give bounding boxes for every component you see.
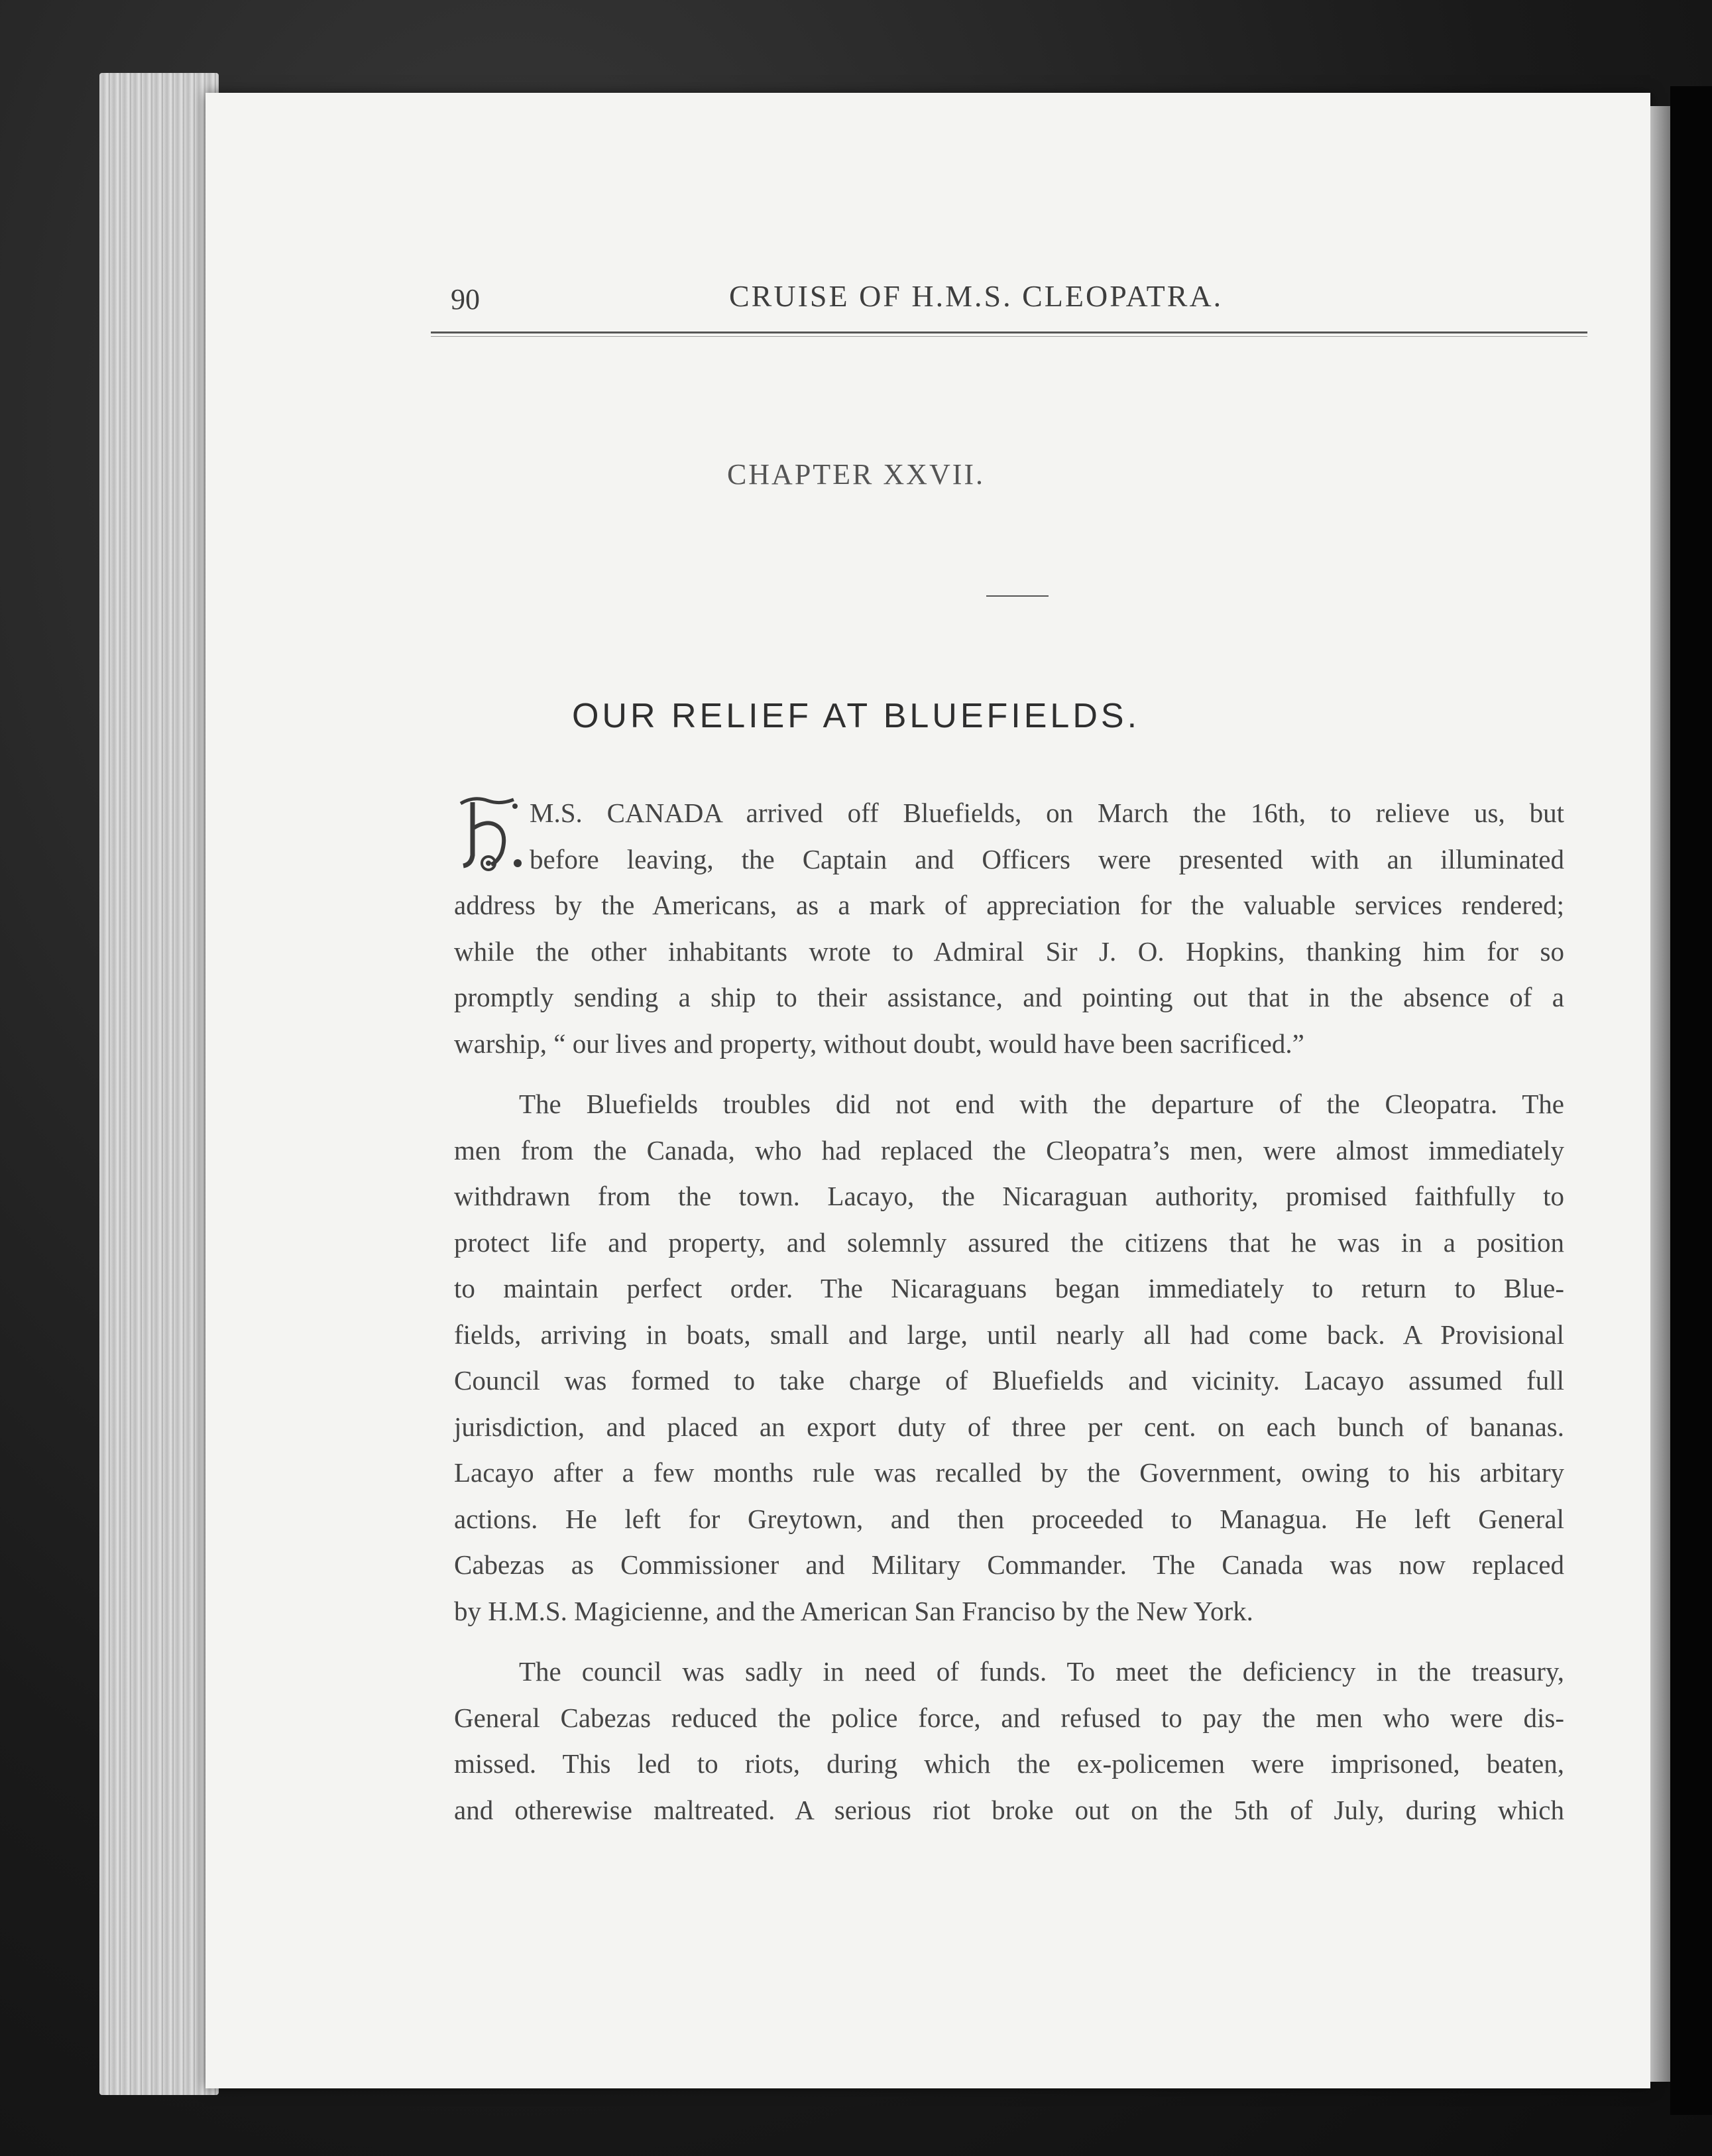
page-right-edge	[1650, 106, 1670, 2082]
text-line: Lacayo after a few months rule was recalled by the Government, owing to his arbitary	[454, 1457, 1564, 1488]
text-line: General Cabezas reduced the police force, and refused to pay the men who were dis-	[454, 1702, 1564, 1733]
section-title: OUR RELIEF AT BLUEFIELDS.	[571, 697, 1141, 735]
text-line: Council was formed to take charge of Bluefields and vicinity. Lacayo assumed full	[454, 1365, 1564, 1396]
text-line: Cabezas as Commissioner and Military Commander. The Canada was now replaced	[454, 1549, 1564, 1580]
text-line: protect life and property, and solemnly assured the citizens that he was in a position	[454, 1227, 1564, 1258]
book-binding	[1670, 86, 1712, 2115]
paragraph-3	[454, 1649, 1564, 1833]
paragraph-2	[454, 1081, 1564, 1634]
text-line: actions. He left for Greytown, and then proceeded to Managua. He left General	[454, 1503, 1564, 1534]
ornamental-initial-h-icon	[454, 790, 526, 876]
text-line: The Bluefields troubles did not end with the departure of the Cleopatra. The	[519, 1089, 1564, 1119]
text-line: promptly sending a ship to their assistance, and pointing out that in the absence of a	[454, 982, 1564, 1012]
text-line: while the other inhabitants wrote to Admiral Sir J. O. Hopkins, thanking him for so	[454, 935, 1564, 967]
running-title: CRUISE OF H.M.S. CLEOPATRA.	[729, 279, 1224, 313]
paragraph-1	[454, 790, 1564, 1067]
page-number: 90	[451, 283, 480, 316]
text-line: jurisdiction, and placed an export duty of three per cent. on each bunch of bananas.	[454, 1411, 1564, 1442]
page-edges	[99, 73, 219, 2095]
text-line: and otherewise maltreated. A serious riot broke out on the 5th of July, during which	[454, 1794, 1564, 1825]
text-line: warship, “ our lives and property, without doubt, would have been sacrificed.”	[454, 1028, 1304, 1059]
text-line: withdrawn from the town. Lacayo, the Nicaraguan authority, promised faithfully to	[454, 1181, 1564, 1211]
text-line: before leaving, the Captain and Officers were presented with an illuminated	[530, 843, 1564, 874]
text-line: by H.M.S. Magicienne, and the American San Franciso by the New York.	[454, 1595, 1253, 1626]
body-text	[454, 790, 1564, 1833]
text-line: to maintain perfect order. The Nicaraguans began immediately to return to Blue-	[454, 1273, 1564, 1303]
chapter-heading: CHAPTER XXVII.	[726, 458, 986, 491]
chapter-divider	[986, 595, 1049, 597]
text-line: men from the Canada, who had replaced the Cleopatra’s men, were almost immediately	[454, 1134, 1564, 1166]
text-line: M.S. CANADA arrived off Bluefields, on March the 16th, to relieve us, but	[530, 798, 1564, 828]
header-rule	[431, 331, 1587, 333]
text-line: address by the Americans, as a mark of appreciation for the valuable services rendered;	[454, 890, 1564, 920]
text-line: The council was sadly in need of funds. To meet the deficiency in the treasury,	[519, 1656, 1564, 1687]
header-rule-thin	[431, 336, 1587, 337]
running-head	[451, 278, 1591, 325]
text-line: missed. This led to riots, during which the ex-policemen were imprisoned, beaten,	[454, 1748, 1564, 1779]
text-line: fields, arriving in boats, small and large, until nearly all had come back. A Provisional	[454, 1319, 1564, 1350]
